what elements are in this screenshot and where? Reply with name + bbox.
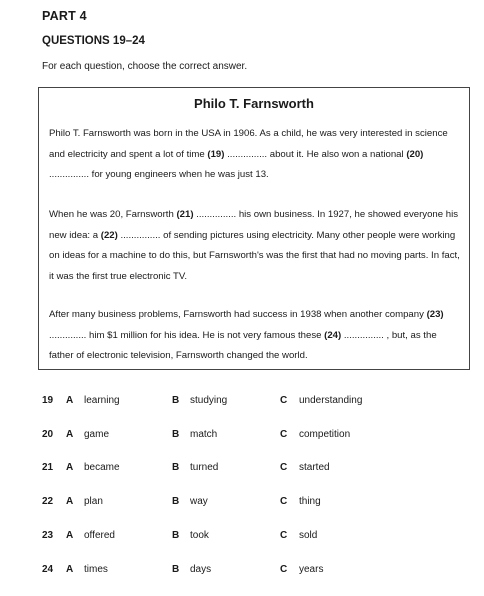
- question-row: [0, 530, 484, 548]
- paragraph-3: [49, 305, 463, 367]
- gap-22-label: (22): [100, 229, 118, 241]
- option-a-letter: A: [66, 563, 74, 575]
- option-b-letter: B: [172, 462, 180, 473]
- option-a-letter: A: [66, 395, 74, 406]
- text-title: Philo T. Farnsworth: [194, 96, 314, 111]
- option-c-letter: C: [280, 395, 288, 406]
- option-b[interactable]: match: [190, 428, 218, 440]
- question-number: 23: [42, 529, 54, 541]
- option-a[interactable]: learning: [84, 395, 120, 406]
- gap-21-label: (21): [176, 209, 194, 220]
- paragraph-2-part-b: ............... his own business. In 1927, he showed everyone his new idea: a: [49, 209, 459, 241]
- option-a[interactable]: offered: [84, 529, 115, 541]
- option-b-letter: B: [172, 529, 180, 541]
- question-number: 22: [42, 496, 54, 507]
- option-c-letter: C: [280, 563, 288, 575]
- paragraph-2-part-a: When he was 20, Farnsworth: [49, 209, 177, 220]
- option-b[interactable]: took: [190, 529, 209, 541]
- option-b[interactable]: turned: [190, 462, 219, 473]
- option-c[interactable]: competition: [299, 428, 351, 440]
- part-title: PART 4: [42, 9, 87, 23]
- option-a[interactable]: became: [84, 462, 120, 473]
- paragraph-1-part-c: ............... for young engineers when he was just 13.: [49, 169, 269, 180]
- option-b[interactable]: way: [190, 496, 208, 507]
- paragraph-2: [49, 205, 463, 287]
- question-row: [0, 395, 484, 413]
- instruction-text: For each question, choose the correct answer.: [42, 61, 248, 72]
- option-b-letter: B: [172, 395, 180, 406]
- option-c-letter: C: [280, 462, 288, 473]
- option-c[interactable]: started: [299, 462, 330, 473]
- option-c[interactable]: years: [299, 563, 324, 575]
- question-number: 21: [42, 462, 54, 473]
- option-a[interactable]: times: [84, 563, 108, 575]
- paragraph-2-part-c: ............... of sending pictures using electricity. Many other people were working on ideas for a machine to do this, but Farnsworth's was the first that had no moving parts. In fact, it was the first true electronic TV.: [49, 229, 460, 282]
- question-number: 20: [42, 428, 54, 440]
- paragraph-1-part-a: Philo T. Farnsworth was born in the USA in 1906. As a child, he was very interested in science and electricity and spent a lot of time: [49, 128, 448, 160]
- option-a-letter: A: [66, 462, 74, 473]
- questions-range-title: QUESTIONS 19–24: [42, 35, 145, 47]
- paragraph-1-part-b: ............... about it. He also won a national: [224, 148, 407, 160]
- option-a-letter: A: [66, 428, 74, 440]
- option-b[interactable]: days: [190, 563, 212, 575]
- option-a-letter: A: [66, 496, 74, 507]
- option-c-letter: C: [280, 496, 288, 507]
- option-c-letter: C: [280, 428, 288, 440]
- option-c[interactable]: thing: [299, 496, 321, 507]
- reading-text-box: [38, 87, 470, 370]
- option-b-letter: B: [172, 563, 180, 575]
- option-a[interactable]: plan: [84, 496, 103, 507]
- question-row: [0, 462, 484, 480]
- question-row: [0, 496, 484, 514]
- paragraph-3-part-c: ............... , but, as the father of electronic television, Farnsworth changed the world.: [49, 329, 437, 361]
- option-c[interactable]: sold: [299, 529, 318, 541]
- gap-19-label: (19): [207, 148, 225, 160]
- option-b[interactable]: studying: [190, 395, 228, 406]
- paragraph-1: [49, 124, 463, 186]
- gap-23-label: (23): [426, 309, 444, 320]
- paragraph-3-part-b: .............. him $1 million for his idea. He is not very famous these: [49, 329, 325, 341]
- option-a-letter: A: [66, 529, 74, 541]
- paragraph-3-part-a: After many business problems, Farnsworth had success in 1938 when another company: [49, 309, 427, 320]
- gap-24-label: (24): [324, 329, 342, 341]
- question-number: 24: [42, 563, 54, 575]
- option-c-letter: C: [280, 529, 288, 541]
- option-c[interactable]: understanding: [299, 395, 363, 406]
- question-row: [0, 564, 484, 582]
- option-b-letter: B: [172, 428, 180, 440]
- option-a[interactable]: game: [84, 428, 110, 440]
- question-row: [0, 429, 484, 447]
- option-b-letter: B: [172, 496, 180, 507]
- question-number: 19: [42, 395, 54, 406]
- gap-20-label: (20): [406, 148, 424, 160]
